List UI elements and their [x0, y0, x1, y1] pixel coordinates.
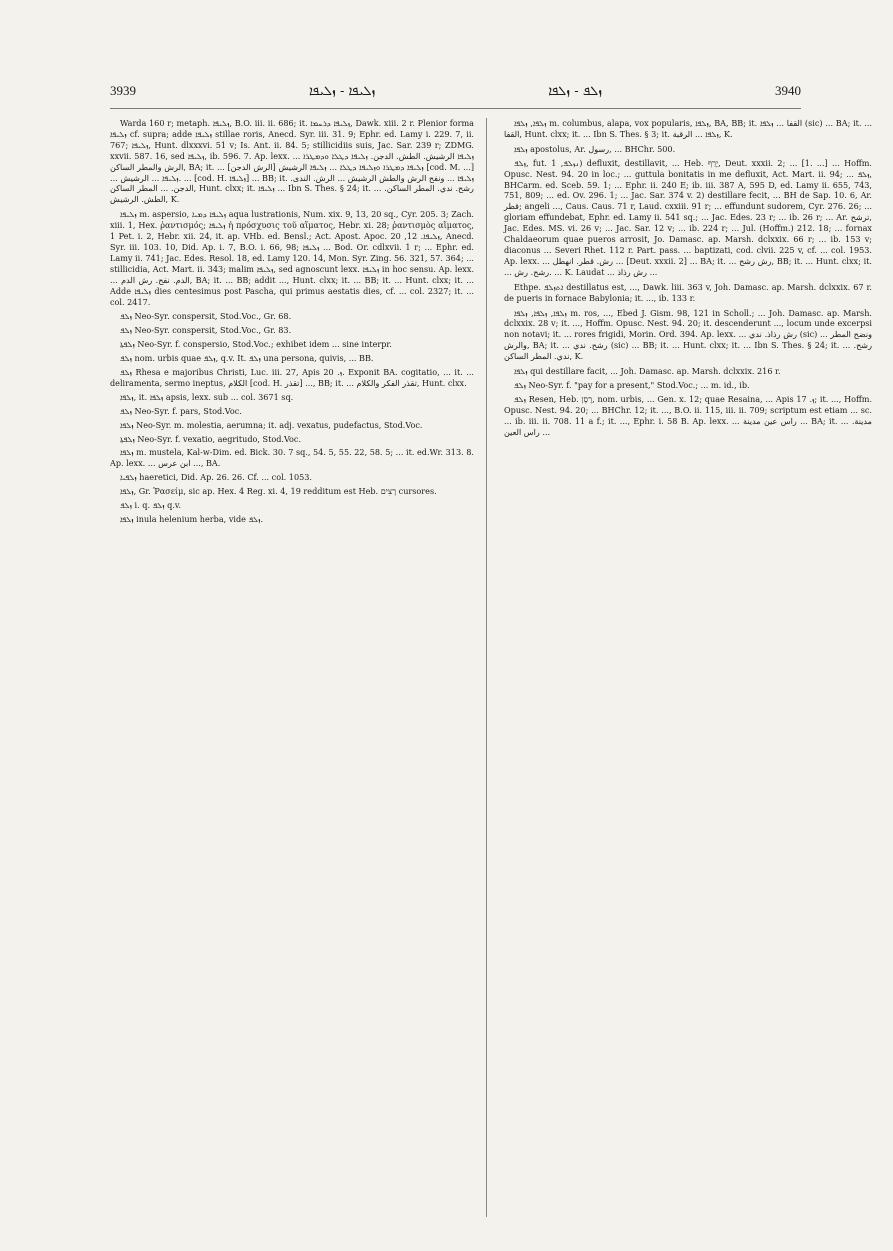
left-page-number: 3939: [110, 83, 136, 98]
entry: ܙܠܦܬܐ Neo-Syr. f. conspersio, Stod.Voc.; exhibet idem ... sine interpr.: [120, 339, 392, 350]
entry: ܙܠܦܐ, it. ܙܠܦܐ apsis, lexx. sub ... col. 3671 sq.: [120, 391, 294, 402]
left-running-title: ܙܠܝܦܐ - ܙܠܝܦܐ: [309, 83, 376, 99]
left-column: [110, 118, 474, 528]
entry: ܙܠܦܐ inula helenium herba, vide ܙܠܦ.: [120, 514, 264, 524]
entry: ܙܠܝܦܐ m. aspersio, ܙܠܝܦܐ ܕܡܝܐ aqua lustrationis, Num. xix. 9, 13, 20 sq., Cyr. 205. 3; Zach. xiii. 1, Hex. ῥαντισμός; ܙܠܝܦܐ ἡ πρόσχυσις τοῦ αἵματος, Hebr. xi. 28; ῥαντισμὸς αἵματος, 1 Pet. i. 2, Hebr. xii. 24, it. ap. VHb. ed. Bensl.; Act. Apost. Apoc. ܙܠܝܦܐ. 12, 20, Anecd. Syr. iii. 103. 10, Did. Ap. i. 7, B.O. i. 66, 98; ܙܠܝܦܐ ... Bod. Or. cdlxvii. 1 r; ... Ephr. ed. Lamy ii. 741; Jac. Edes. Resol. 18, ed. Lamy 120. 14, Mon. Syr. Zing. 56. 321, 57. 364; ... stillicidia, Act. Mart. ii. 343; malim ܙܠܝܦܐ, sed agnoscunt lexx. ܙܠܝܦܐ in hoc sensu. Ap. lexx. ... الدم. نفح. رش الدم, BA; it. ... BB; addit ..., Hunt. clxx; it. ... BB; it. ... Hunt. clxx; it. ... Adde ܙܠܝܦܐ dies centesimus post Pascha, qui primus aestatis dies, cf. ... col. 2327; it. ... col. 2417.: [110, 209, 475, 307]
entry: ܙܠܦ nom. urbis quae ܙܠܦ, q.v. It. ܙܠܦ una persona, quivis, ... BB.: [120, 353, 374, 364]
column-divider: [486, 118, 487, 1217]
entry: ܙܠܦ Neo-Syr. f. "pay for a present," Stod.Voc.; ... m. id., ib.: [514, 379, 750, 390]
right-column: [504, 118, 872, 441]
entry: ܙܠܦܬܐ Neo-Syr. f. vexatio, aegritudo, Stod.Voc.: [120, 433, 302, 444]
header-rule: [110, 108, 801, 109]
entry: ܙܠܦ Neo-Syr. conspersit, Stod.Voc., Gr. 83.: [120, 325, 292, 336]
entry: ܙܠܦܐ Neo-Syr. m. molestia, aerumna; it. adj. vexatus, pudefactus, Stod.Voc.: [120, 419, 423, 430]
entry: ܙܠܦܐ, Gr. Ῥασείμ, sic ap. Hex. 4 Reg. xi. 4, 19 redditum est Heb. רָצִים cursores.: [120, 486, 437, 497]
entry: ܙܠܦܐ qui destillare facit, ... Joh. Damasc. ap. Marsh. dclxxix. 216 r.: [514, 366, 781, 377]
right-page-number: 3940: [775, 83, 801, 98]
entry: ܙܠܦܐ apostolus, Ar. رسول, ... BHChr. 500.: [514, 143, 676, 154]
entry: ܙܠܦ, fut. ܢܙܠܦ, 1) defluxit, destillavit, ... Heb. יָרַף, Deut. xxxii. 2; ... [1. ...] ... Hoffm. Opusc. Nest. 94. 20 in loc.; ... guttula bonitatis in me defluxit, Act. Mart. ii. 94; ... ܙܠܦ, BHCarm. ed. Sceb. 59. 1; ... Ephr. ii. 240 E; ib. iii. 387 A, 595 D, ed. Lamy ii. 655, 743, 751, 809; ... ed. Ov. 296. 1; ... Jac. Sar. 374 v. 2) destillare fecit, ... BH de Sap. 10. 6, Ar. قطر; angeli ..., Caus. Caus. 71 r, Laud. cxxiii. 91 r; ... effundunt sudorem, Cyr. 276. 26; ... gloriam effundebat, Ephr. ed. Lamy ii. 541 sq.; ... Jac. Edes. 23 r; ... ib. 26 r; ... Ar. ترشح, Jac. Edes. MS. vi. 26 v; ... Jac. Sar. 12 v; ... ib. 224 r; ... Jul. (Hoffm.) 212. 18; ... fornax Chaldaeorum quae pueros arrosit, Jo. Damasc. ap. Marsh. dclxxix. 66 r; ... ib. 153 v; diaconus ... Severi Rhet. 112 r. Part. pass. ... baptizati, cod. clvii. 225 v, cf. ... col. 1953. Ap. lexx. ... رش. قطر. انهطل ... [Deut. xxxii. 2] ... BA; it. ... رش رشح, BB; it. ... Hunt. clxx; it. ... رشح. رش. ... K. Laudat ... رش رذاذ ...: [504, 157, 873, 277]
entry: ܙܠܦܐ m. mustela, Kal-w-Dim. ed. Bick. 30. 7 sq., 54. 5, 55. 22, 58. 5; ... it. ed.Wr. 313. 8. Ap. lexx. ... ابن عرس ..., BA.: [110, 447, 474, 469]
entry: ܙܠܦܐ, ܙܠܦܐ m. columbus, alapa, vox popularis, ܙܠܦܐ, BA, BB; it. القفا ... ܙܠܦܐ (sic) ... BA; it. ... القفا, Hunt. clxx; it. ... Ibn S. Thes. § 3; it. ܙܠܦܐ ... الرقبة, K.: [504, 118, 872, 139]
entry: ܙܠܦ i. q. ܙܠܦ q.v.: [120, 500, 182, 511]
right-running-title: ܙܠܦ - ܙܠܦܐ: [548, 83, 602, 99]
entry: ܙܠܦ Neo-Syr. conspersit, Stod.Voc., Gr. 68.: [120, 311, 292, 322]
entry: Ethpe. ܐܬܙܠܦ destillatus est, ..., Dawk. liii. 363 v, Joh. Damasc. ap. Marsh. dclxxix. 67 r. de pueris in fornace Babylonia; it. ..., ib. 133 r.: [504, 281, 872, 303]
entry: ܙܠܦܐ, ܙܠܦܐ, ܙܠܦܐ m. ros, ..., Ebed J. Gism. 98, 121 in Scholl.; ... Joh. Damasc. ap. Marsh. dclxxix. 28 v; it. ..., Hoffm. Opusc. Nest. 94. 20; it. descenderunt ..., locum unde excerpsi non notavi; it. ... rores frigidi, Morin. Ord. 394. Ap. lexx. ... رش رذاذ. ندي (sic) ... ونضح المطر والرش, BA; it. ... رشح. ندي (sic) ... BB; it. ... Hunt. clxx; it. ... Ibn S. Thes. § 24; it. ... رشح. ندي. المطر الساكن, K.: [504, 307, 873, 362]
entry: ܙܠܦ Resen, Heb. רֶסֶן, nom. urbis, ... Gen. x. 12; quae Resaina, ... Apis ܙ. 17; it. ..., Hoffm. Opusc. Nest. 94. 20; ... BHChr. 12; it. ..., B.O. ii. 115, iii. ii. 709; scriptum est etiam ... sc. ... ib. iii. ii. 708. 11 a f.; it. ..., Ephr. i. 58 B. Ap. lexx. ... راس عين مدينة ... BA; it. ... مدينة. راس العين ...: [504, 393, 873, 437]
page-header: [110, 80, 801, 102]
entry: ܙܠܦ Rhesa e majoribus Christi, Luc. iii. 27, Apis ܙ. 20. Exponit BA. cogitatio, ... it. ... deliramenta, sermo ineptus, الكلام [cod. H. تقذر] ..., BB; it. ... تقذر الفكر والكلام, Hunt. clxx.: [110, 367, 474, 388]
entry: Warda 160 r; metaph. ܙܠܝܦܐ, B.O. iii. ii. 686; it. ܙܠܝܦܐ ܕܪܚܡܐ, Dawk. xiii. 2 r. Plenior forma ܙܠܝܦܐ cf. supra; adde ܙܠܝܦܐ stillae roris, Anecd. Syr. iii. 31. 9; Ephr. ed. Lamy i. 229. 7, ii. 767; ܙܠܝܦܐ, Hunt. dlxxxvi. 51 v; Is. Ant. ii. 84. 5; stillicidiis suis, Jac. Sar. 239 r; ZDMG. xxvii. 587. 16, sed ܙܠܝܦܐ, ib. 596. 7. Ap. lexx. ܙܠܝܦܐ الرشيش. الطش. الدجن. ܙܠܝܦܐ ܕܛܠܐ ܘܕܡܛܪܐ ... الرش والمطر الساكن, BA; it. ... ܙܠܝܦܐ ܕܡܛܪܐ ܘܙܠܝܦܐ ܕܛܠܐ ... ܙܠܝܦܐ الرشيش [الرش الدجن] [cod. M. ...] ... ܙܠܝܦܐ ... الرشيش. ... [cod. H. ܙܠܝܦܐ] ... BB; it. ܙܠܝܦܐ ... ونفح الرش والطش الرشيش ... الرش. الندى. الدجن. ... المطر الساكن, Hunt. clxx; it. ܙܠܝܦܐ ... Ibn S. Thes. § 24; it. ... رشح. ندي. المطر الساكن. الطش. الرشيش, K.: [110, 118, 475, 205]
entry: ܙܠܦܝܐ haeretici, Did. Ap. 26. 26. Cf. ... col. 1053.: [120, 472, 312, 483]
entry: ܙܠܦ Neo-Syr. f. pars, Stod.Voc.: [120, 405, 242, 416]
